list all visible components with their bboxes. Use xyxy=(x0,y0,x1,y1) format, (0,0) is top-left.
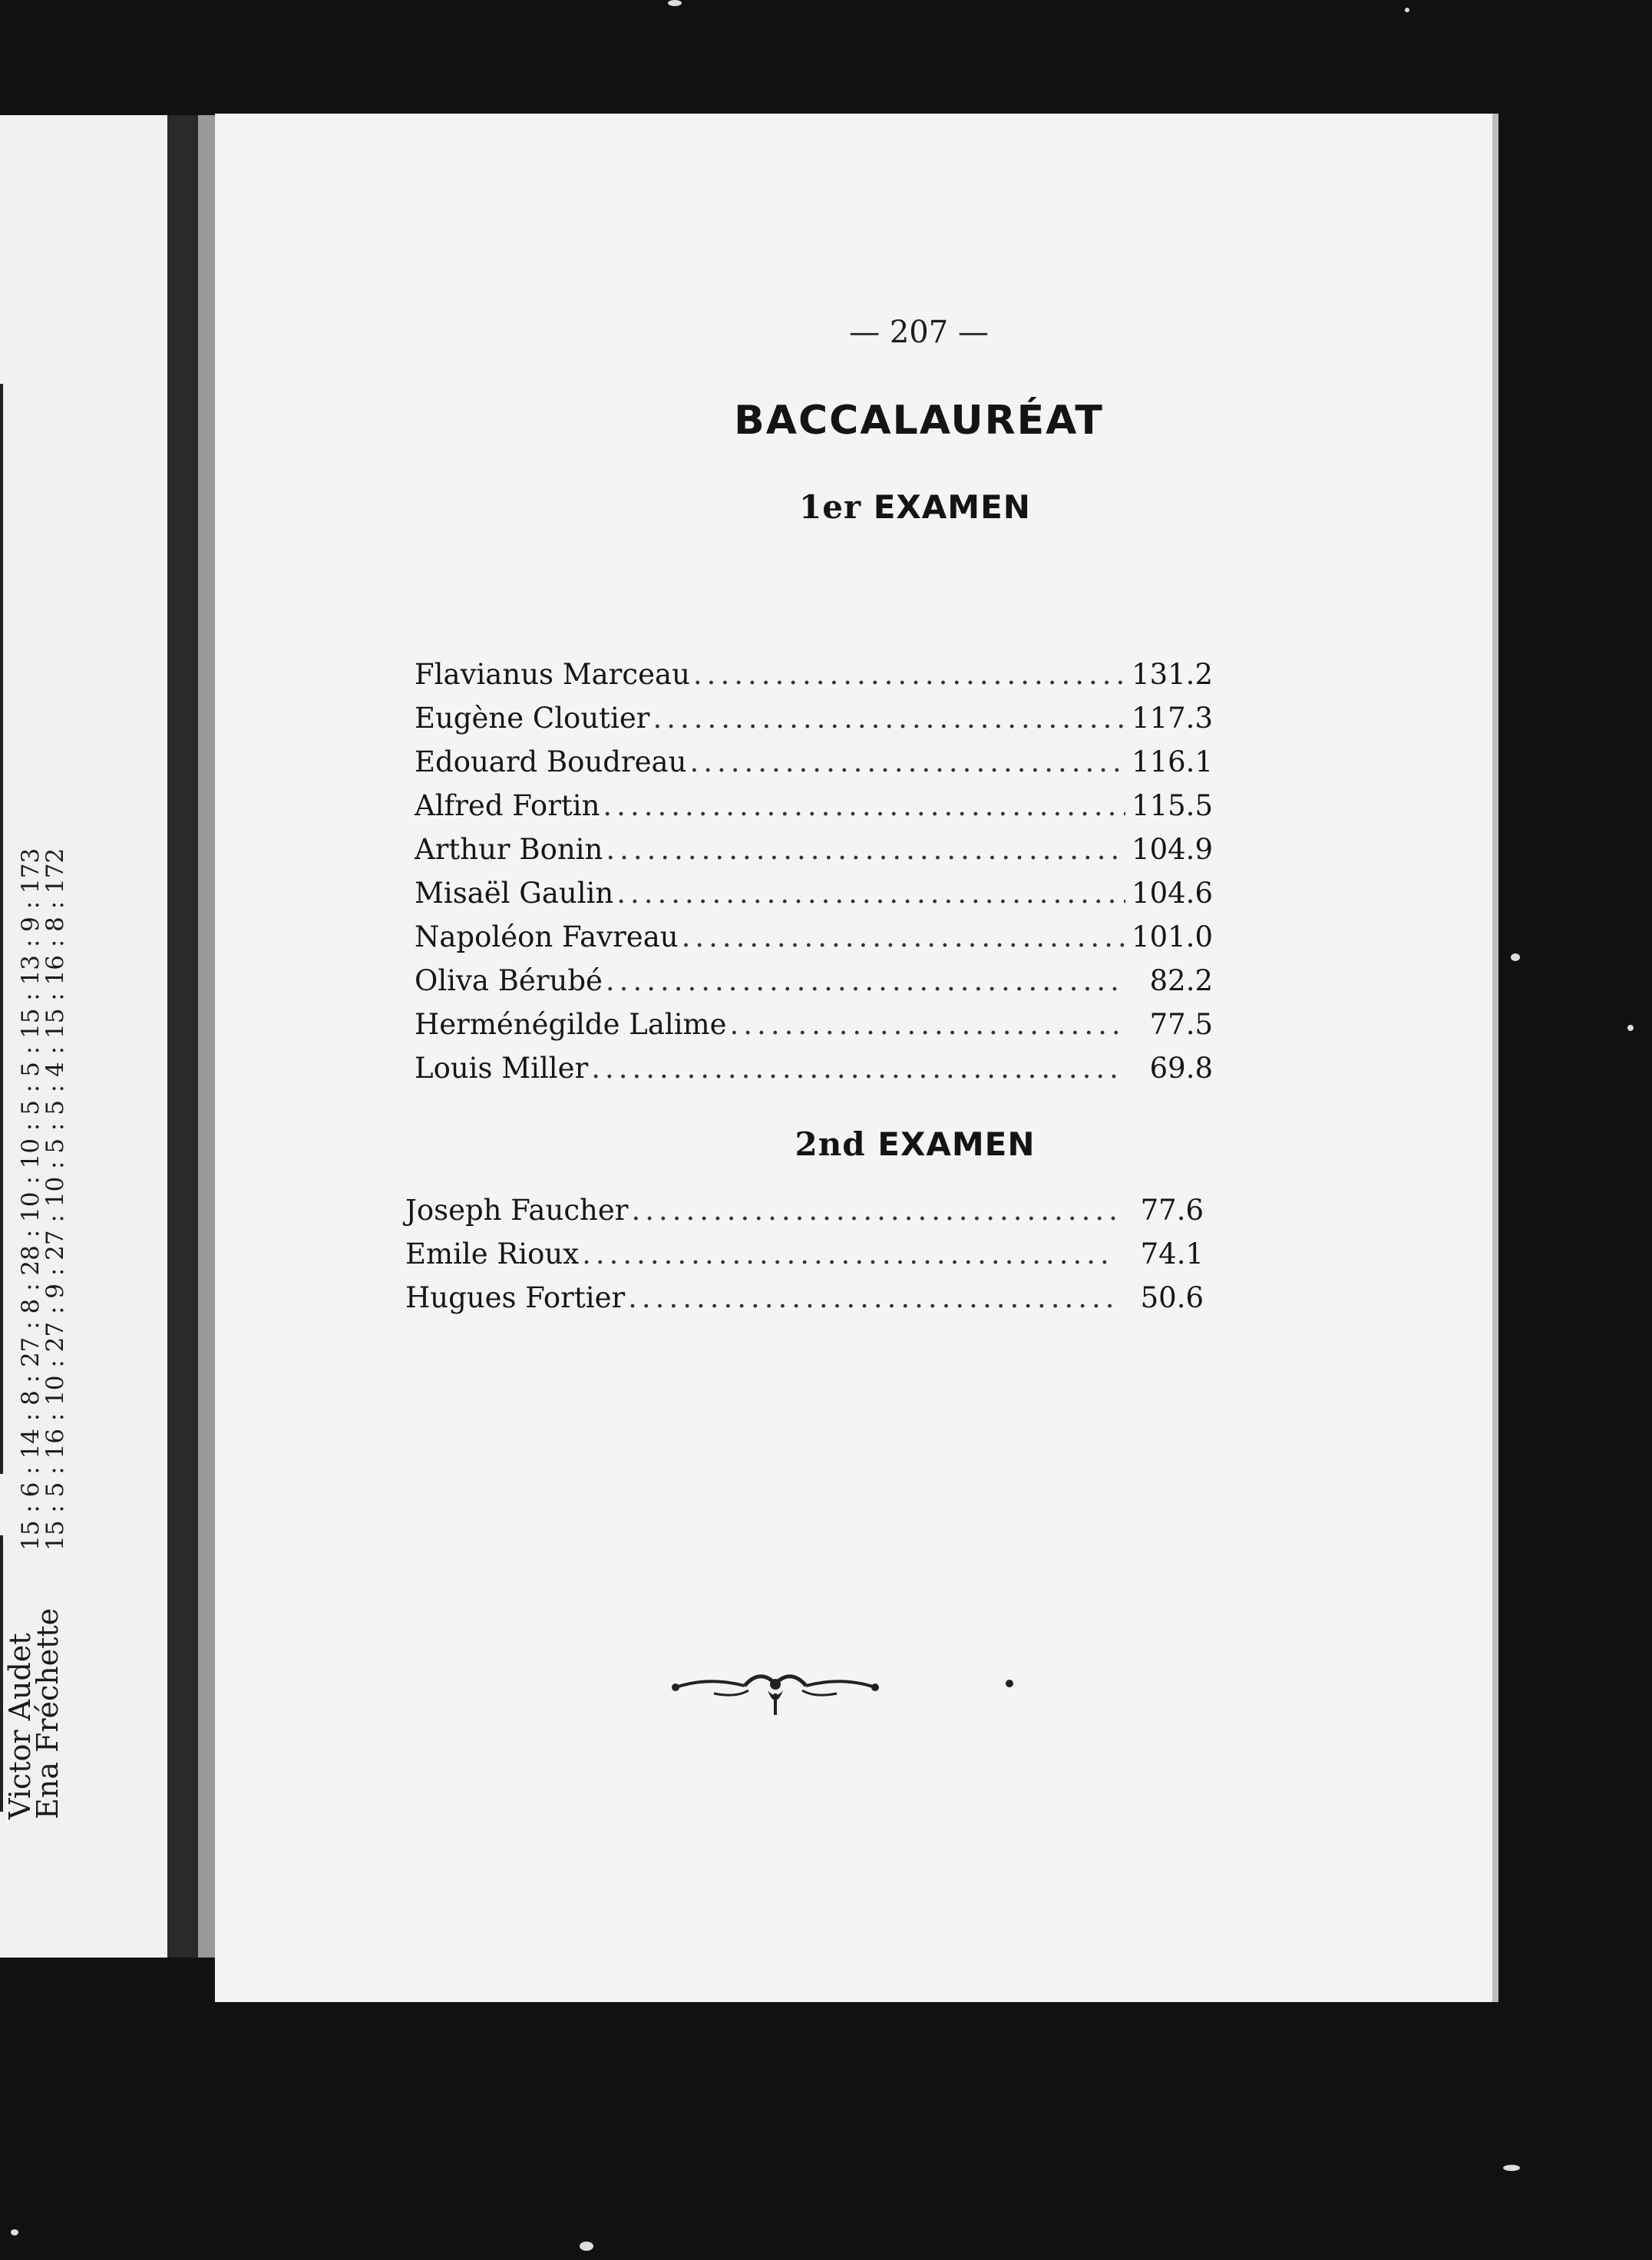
result-row xyxy=(415,915,1213,959)
result-row xyxy=(415,871,1213,915)
student-score: 101.0 xyxy=(1132,920,1213,953)
dot-leader xyxy=(591,1046,1125,1090)
dot-leader xyxy=(603,784,1125,828)
film-speck xyxy=(668,0,682,6)
student-score: 117.3 xyxy=(1132,702,1213,735)
student-score: 69.8 xyxy=(1149,1052,1213,1085)
student-name: Louis Miller xyxy=(415,1052,589,1085)
film-speck xyxy=(1503,2165,1520,2171)
previous-page-fragment xyxy=(0,115,167,1958)
film-speck xyxy=(1405,8,1409,12)
result-row xyxy=(415,959,1213,1003)
section-ordinal: 1er xyxy=(799,488,862,526)
rotated-name: Victor Audet xyxy=(3,1633,37,1819)
film-speck xyxy=(580,2242,593,2251)
page-number: — 207 — xyxy=(849,315,989,350)
result-row xyxy=(415,696,1213,740)
result-row xyxy=(415,653,1213,696)
student-name: Emile Rioux xyxy=(405,1237,580,1270)
student-name: Edouard Boudreau xyxy=(415,745,687,778)
result-row xyxy=(405,1188,1204,1232)
ink-dot xyxy=(1006,1680,1013,1687)
dot-leader xyxy=(689,740,1125,784)
student-name: Eugène Cloutier xyxy=(415,702,650,735)
student-name: Alfred Fortin xyxy=(415,789,600,822)
results-list-second-exam xyxy=(405,1188,1204,1320)
dot-leader xyxy=(616,871,1125,915)
page-edge xyxy=(198,115,215,1958)
result-row xyxy=(415,784,1213,828)
student-score: 115.5 xyxy=(1132,789,1213,822)
student-name: Misaël Gaulin xyxy=(415,877,614,910)
student-name: Joseph Faucher xyxy=(405,1194,629,1227)
student-name: Flavianus Marceau xyxy=(415,658,690,691)
student-score: 77.5 xyxy=(1149,1008,1213,1041)
section-word: EXAMEN xyxy=(873,488,1031,526)
section-ordinal: 2nd xyxy=(795,1125,866,1163)
dot-leader xyxy=(653,696,1125,740)
student-name: Arthur Bonin xyxy=(415,833,603,866)
dot-leader xyxy=(628,1276,1116,1320)
student-name: Oliva Bérubé xyxy=(415,964,603,997)
film-speck xyxy=(1511,953,1520,961)
result-row xyxy=(415,828,1213,871)
dot-leader xyxy=(606,959,1125,1003)
student-score: 74.1 xyxy=(1140,1237,1204,1270)
rotated-score-column xyxy=(17,491,69,1566)
table-rule xyxy=(0,384,3,1474)
rotated-score-line: 15 : 5 : 16 : 10 : 27 : 9 : 27 : 10 : 5 : 5 : 4 : 15 : 16 : 8 : 172 xyxy=(41,848,69,1551)
dot-leader xyxy=(631,1188,1116,1232)
student-score: 104.9 xyxy=(1132,833,1213,866)
page-title: BACCALAURÉAT xyxy=(734,398,1104,444)
result-row xyxy=(415,1046,1213,1090)
student-name: Hugues Fortier xyxy=(405,1281,626,1314)
rotated-name: Ena Fréchette xyxy=(31,1607,64,1819)
dot-leader xyxy=(730,1003,1125,1046)
dot-leader xyxy=(606,828,1125,871)
result-row xyxy=(405,1232,1204,1276)
student-name: Herménégilde Lalime xyxy=(415,1008,727,1041)
student-score: 131.2 xyxy=(1132,658,1213,691)
document-page xyxy=(215,114,1492,2002)
dot-leader xyxy=(693,653,1125,696)
rotated-score-line: 15 : 6 : 14 : 8 : 27 : 8 : 28 : 10 : 10 : 5 : 5 : 15 : 13 : 9 : 173 xyxy=(17,848,45,1551)
student-score: 104.6 xyxy=(1132,877,1213,910)
decorative-ornament xyxy=(668,1657,883,1718)
film-speck xyxy=(11,2229,18,2235)
dot-leader xyxy=(582,1232,1116,1276)
section-title-second-exam xyxy=(215,1125,1492,1163)
film-speck xyxy=(1627,1025,1634,1031)
result-row xyxy=(415,1003,1213,1046)
section-title-first-exam xyxy=(215,488,1492,526)
student-score: 82.2 xyxy=(1149,964,1213,997)
rotated-name-column xyxy=(0,1589,64,1842)
section-word: EXAMEN xyxy=(877,1125,1036,1163)
student-score: 77.6 xyxy=(1140,1194,1204,1227)
dot-leader xyxy=(682,915,1125,959)
student-score: 50.6 xyxy=(1140,1281,1204,1314)
result-row xyxy=(415,740,1213,784)
book-gutter xyxy=(167,115,198,1958)
student-name: Napoléon Favreau xyxy=(415,920,679,953)
results-list-first-exam xyxy=(415,653,1213,1090)
result-row xyxy=(405,1276,1204,1320)
student-score: 116.1 xyxy=(1132,745,1213,778)
